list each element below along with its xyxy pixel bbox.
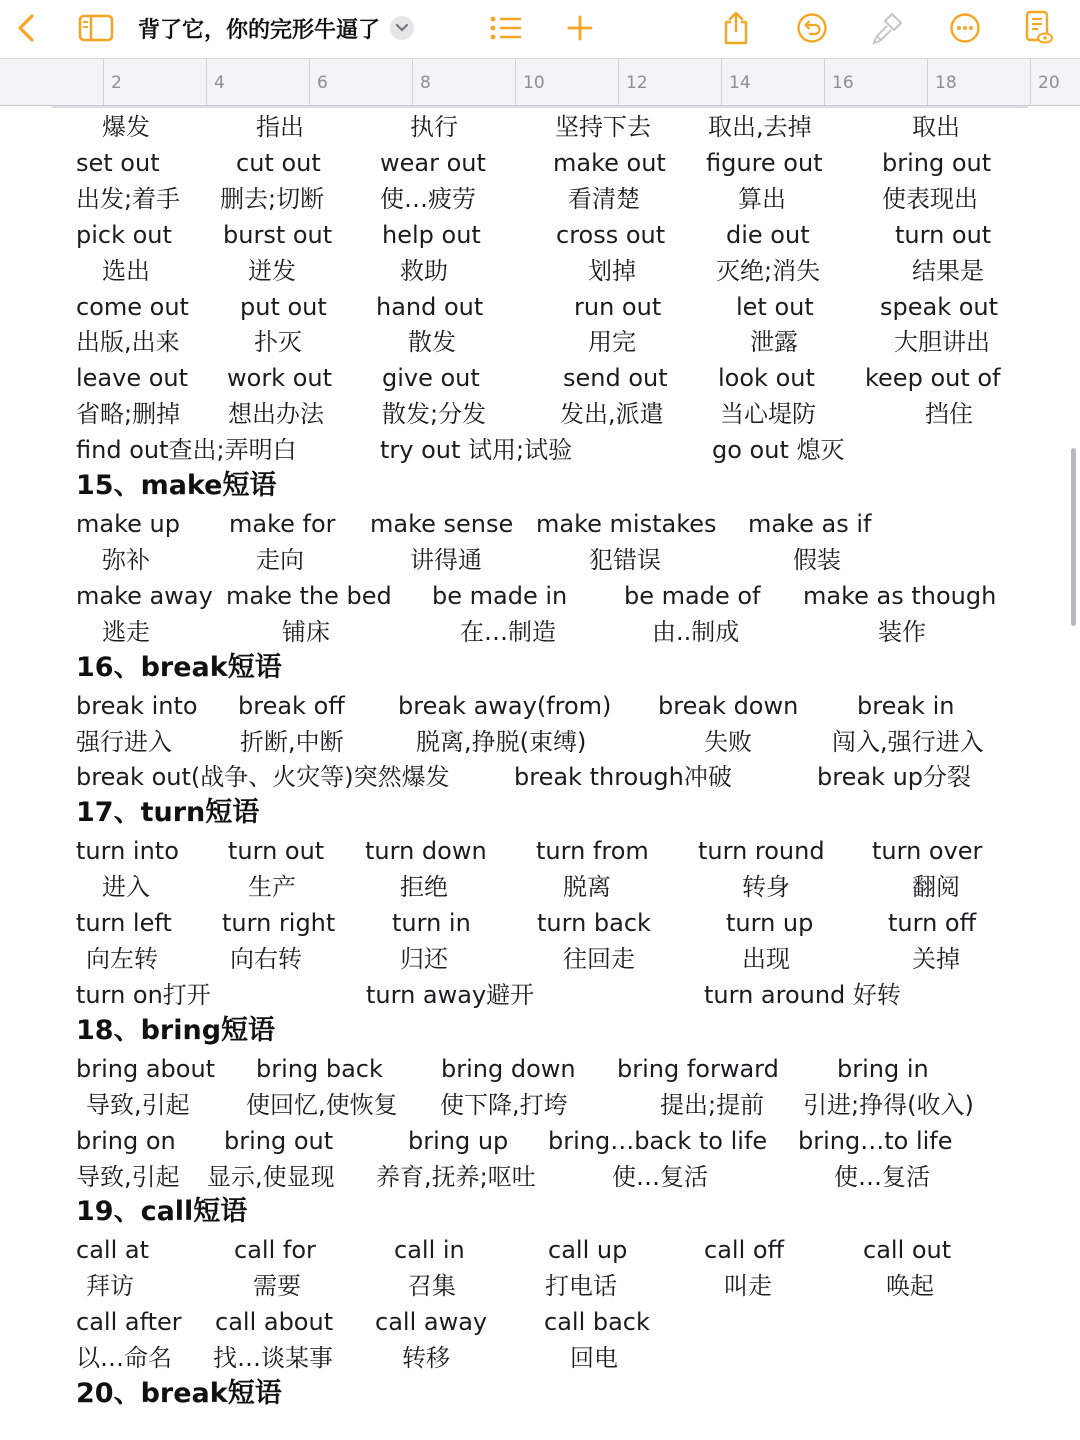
phrase-text: break off <box>238 691 345 720</box>
phrase-text: turn out <box>228 837 325 866</box>
phrase-text: 需要 <box>253 1272 301 1301</box>
phrase-text: 使下降,打垮 <box>440 1090 568 1119</box>
phrase-text: break away(from) <box>398 691 612 720</box>
phrase-text: bring in <box>837 1054 929 1083</box>
phrase-text: 在…制造 <box>460 617 556 646</box>
phrase-text: turn left <box>76 909 172 938</box>
phrase-text: call for <box>234 1236 316 1265</box>
phrase-text: 以…命名 <box>76 1344 172 1373</box>
phrase-text: turn round <box>698 837 825 866</box>
phrase-text: 归还 <box>400 945 448 973</box>
phrase-text: look out <box>718 364 815 393</box>
phrase-text: call at <box>76 1236 149 1265</box>
ruler-tick <box>1030 59 1031 105</box>
phrase-text: turn away避开 <box>366 980 535 1009</box>
phrase-text: bring back <box>256 1054 383 1083</box>
phrase-text: die out <box>726 220 810 249</box>
phrase-text: 删去;切断 <box>220 184 325 213</box>
phrase-text: 灭绝;消失 <box>716 256 821 285</box>
ruler-number: 16 <box>832 73 854 93</box>
section-heading: 15、make短语 <box>76 470 277 501</box>
phrase-text: make the bed <box>226 581 392 610</box>
ruler-number: 4 <box>214 73 225 93</box>
phrase-text: 当心堤防 <box>720 400 816 429</box>
phrase-text: 装作 <box>878 617 926 646</box>
section-heading: 18、bring短语 <box>76 1014 276 1046</box>
phrase-text: 犯错误 <box>589 545 661 574</box>
ruler-tick <box>309 59 310 105</box>
phrase-text: call back <box>544 1308 650 1337</box>
phrase-text: 取出 <box>912 113 960 141</box>
phrase-text: give out <box>382 364 480 393</box>
add-icon[interactable] <box>560 8 600 48</box>
phrase-text: turn in <box>392 909 471 938</box>
phrase-text: 爆发 <box>102 113 150 141</box>
chevron-down-icon[interactable] <box>390 16 414 40</box>
phrase-text: 导致,引起 <box>86 1090 190 1119</box>
phrase-text: hand out <box>376 292 484 321</box>
phrase-text: bring on <box>76 1126 176 1155</box>
document-body[interactable] <box>0 108 1080 1408</box>
phrase-text: 弥补 <box>102 545 150 574</box>
list-format-icon[interactable] <box>486 8 526 48</box>
phrase-text: bring…back to life <box>548 1126 768 1155</box>
phrase-text: turn up <box>726 909 814 938</box>
phrase-text: 省略;删掉 <box>76 400 181 429</box>
phrase-text: call away <box>375 1308 488 1337</box>
phrase-text: 转移 <box>402 1344 450 1373</box>
phrase-text: 提出;提前 <box>660 1090 765 1119</box>
phrase-text: 导致,引起 <box>76 1162 180 1191</box>
phrase-text: be made of <box>624 581 761 610</box>
phrase-text: 使…复活 <box>834 1162 930 1191</box>
phrase-text: run out <box>574 292 662 321</box>
document-view-icon[interactable] <box>1018 8 1058 48</box>
ruler-tick <box>412 59 413 105</box>
phrase-text: break into <box>76 691 198 720</box>
phrase-text: 扑灭 <box>254 328 302 357</box>
phrase-text: 散发 <box>408 328 456 357</box>
section-heading: 17、turn短语 <box>76 797 260 829</box>
phrase-text: 强行进入 <box>76 727 172 756</box>
phrase-text: break through冲破 <box>514 763 732 792</box>
back-icon[interactable] <box>6 8 46 48</box>
phrase-text: 迸发 <box>248 256 296 285</box>
phrase-text: bring about <box>76 1054 216 1083</box>
phrase-text: 打电话 <box>545 1272 617 1301</box>
phrase-text: bring…to life <box>798 1126 953 1155</box>
phrase-text: find out查出;弄明白 <box>76 436 297 465</box>
phrase-text: help out <box>382 220 481 249</box>
phrase-text: let out <box>736 292 814 321</box>
phrase-text: try out 试用;试验 <box>380 436 573 465</box>
phrase-text: break out(战争、火灾等)突然爆发 <box>76 763 450 792</box>
phrase-text: bring out <box>882 148 992 177</box>
phrase-text: 泄露 <box>750 328 798 357</box>
ruler-number: 10 <box>523 73 545 93</box>
phrase-text: 散发;分发 <box>382 400 487 429</box>
phrase-text: call in <box>394 1236 465 1265</box>
phrase-text: 使…疲劳 <box>380 184 476 213</box>
phrase-text: 使回忆,使恢复 <box>246 1090 398 1119</box>
section-heading: 20、break短语 <box>76 1378 282 1408</box>
phrase-text: make mistakes <box>536 510 717 538</box>
phrase-text: break up分裂 <box>817 763 972 792</box>
phrase-text: 使表现出 <box>882 184 978 213</box>
phrase-text: make for <box>229 510 336 538</box>
phrase-text: 转身 <box>742 873 790 902</box>
phrase-text: 由..制成 <box>652 617 740 646</box>
phrase-text: 假装 <box>793 545 841 574</box>
phrase-text: 选出 <box>102 256 150 285</box>
phrase-text: make as though <box>803 581 997 610</box>
phrase-text: 拜访 <box>86 1272 134 1301</box>
phrase-text: 翻阅 <box>912 873 960 902</box>
ruler-tick <box>103 59 104 105</box>
phrase-text: 折断,中断 <box>240 727 344 756</box>
phrase-text: turn back <box>537 909 651 938</box>
ruler-number: 2 <box>111 73 122 93</box>
phrase-text: break in <box>857 691 955 720</box>
phrase-text: bring forward <box>617 1054 779 1083</box>
phrase-text: cross out <box>556 220 666 249</box>
phrase-text: make sense <box>370 510 514 538</box>
phrase-text: 发出,派遣 <box>560 400 664 429</box>
phrase-text: 使…复活 <box>612 1162 708 1191</box>
phrase-text: 坚持下去 <box>555 113 651 141</box>
phrase-text: 向左转 <box>86 945 158 973</box>
undo-icon[interactable] <box>792 8 832 48</box>
ruler-tick <box>721 59 722 105</box>
vertical-scrollbar[interactable] <box>1071 448 1076 626</box>
phrase-text: make up <box>76 510 180 538</box>
phrase-text: make out <box>553 148 666 177</box>
phrase-text: 脱离,挣脱(束缚) <box>416 727 587 756</box>
phrase-text: call after <box>76 1308 182 1337</box>
phrase-text: 取出,去掉 <box>708 113 812 141</box>
phrase-text: pick out <box>76 220 172 249</box>
phrase-text: 生产 <box>248 873 296 902</box>
more-icon[interactable] <box>945 8 985 48</box>
section-heading: 19、call短语 <box>76 1196 248 1228</box>
phrase-text: 找…谈某事 <box>213 1344 333 1373</box>
phrase-text: 指出 <box>256 113 304 141</box>
phrase-text: 想出办法 <box>228 400 324 429</box>
phrase-text: turn over <box>872 837 983 866</box>
phrase-text: cut out <box>236 148 321 177</box>
phrase-text: 出发;着手 <box>76 184 181 213</box>
phrase-text: 讲得通 <box>410 545 482 574</box>
phrase-text: 铺床 <box>282 617 330 646</box>
phrase-text: 召集 <box>408 1272 456 1301</box>
phrase-text: 养育,抚养;呕吐 <box>376 1162 536 1191</box>
phrase-text: keep out of <box>865 364 1001 393</box>
phrase-text: 算出 <box>738 184 786 213</box>
phrase-text: 关掉 <box>912 945 960 973</box>
phrase-text: set out <box>76 148 160 177</box>
phrase-text: 划掉 <box>588 256 636 285</box>
phrase-text: 出现 <box>742 945 790 973</box>
phrase-text: 挡住 <box>925 400 973 429</box>
phrase-text: 走向 <box>256 545 304 574</box>
phrase-text: make away <box>76 581 213 610</box>
phrase-text: 执行 <box>410 113 458 141</box>
phrase-text: 看清楚 <box>568 184 640 213</box>
phrase-text: 引进;挣得(收入) <box>803 1090 974 1119</box>
phrase-text: bring down <box>441 1054 576 1083</box>
phrase-text: bring up <box>408 1126 509 1155</box>
phrase-text: turn around 好转 <box>704 980 901 1009</box>
phrase-text: wear out <box>380 148 486 177</box>
phrase-text: 唤起 <box>886 1272 934 1301</box>
phrase-text: call up <box>548 1236 628 1265</box>
phrase-text: leave out <box>76 364 189 393</box>
phrase-text: turn out <box>895 220 992 249</box>
phrase-text: call out <box>863 1236 952 1265</box>
ruler-tick <box>206 59 207 105</box>
section-heading: 16、break短语 <box>76 651 282 683</box>
phrase-text: 回电 <box>570 1344 618 1373</box>
phrase-text: 用完 <box>588 328 636 357</box>
ruler-number: 14 <box>729 73 751 93</box>
phrase-text: work out <box>227 364 333 393</box>
phrase-text: bring out <box>224 1126 334 1155</box>
phrase-text: 叫走 <box>724 1272 772 1301</box>
phrase-text: 脱离 <box>563 873 611 902</box>
phrase-text: call about <box>215 1308 334 1337</box>
ruler-number: 20 <box>1038 73 1060 93</box>
ruler-number: 12 <box>626 73 648 93</box>
share-icon[interactable] <box>716 8 756 48</box>
phrase-text: 向右转 <box>230 945 302 973</box>
ruler-tick <box>824 59 825 105</box>
phrase-text: turn on打开 <box>76 980 211 1009</box>
phrase-text: turn right <box>222 909 336 938</box>
document-title[interactable] <box>138 10 414 46</box>
phrase-text: speak out <box>880 292 999 321</box>
phrase-text: come out <box>76 292 189 321</box>
ruler-number: 18 <box>935 73 957 93</box>
phrase-text: 救助 <box>400 256 448 285</box>
phrase-text: turn off <box>888 909 977 938</box>
ruler-tick <box>927 59 928 105</box>
phrase-text: 失败 <box>704 727 752 756</box>
top-toolbar <box>0 0 1080 58</box>
ruler-tick <box>515 59 516 105</box>
phrase-text: 出版,出来 <box>76 328 180 357</box>
phrase-text: 进入 <box>102 873 150 902</box>
phrase-text: break down <box>658 691 799 720</box>
phrase-text: make as if <box>748 510 872 538</box>
phrase-text: be made in <box>432 581 568 610</box>
phrase-text: 闯入,强行进入 <box>832 727 984 756</box>
phrase-text: figure out <box>706 148 823 177</box>
sidebar-icon[interactable] <box>74 8 118 48</box>
ruler-number: 8 <box>420 73 431 93</box>
phrase-text: put out <box>240 292 327 321</box>
phrase-text: 往回走 <box>563 945 635 973</box>
phrase-text: 显示,使显现 <box>207 1162 335 1191</box>
phrase-text: call off <box>704 1236 785 1265</box>
phrase-text: turn from <box>536 837 649 866</box>
phrase-text: 大胆讲出 <box>894 328 990 357</box>
ruler-number: 6 <box>317 73 328 93</box>
phrase-text: turn down <box>365 837 487 866</box>
phrase-text: send out <box>563 364 668 393</box>
ruler[interactable] <box>0 58 1080 106</box>
phrase-text: go out 熄灭 <box>712 436 845 465</box>
document-title-text: 背了它，你的完形牛逼了 <box>138 17 381 43</box>
phrase-text: 结果是 <box>912 256 984 285</box>
ruler-tick <box>618 59 619 105</box>
phrase-text: 逃走 <box>102 617 150 646</box>
phrase-text: 拒绝 <box>400 873 448 902</box>
phrase-text: burst out <box>223 220 333 249</box>
phrase-text: turn into <box>76 837 179 866</box>
format-brush-icon[interactable] <box>868 8 908 48</box>
